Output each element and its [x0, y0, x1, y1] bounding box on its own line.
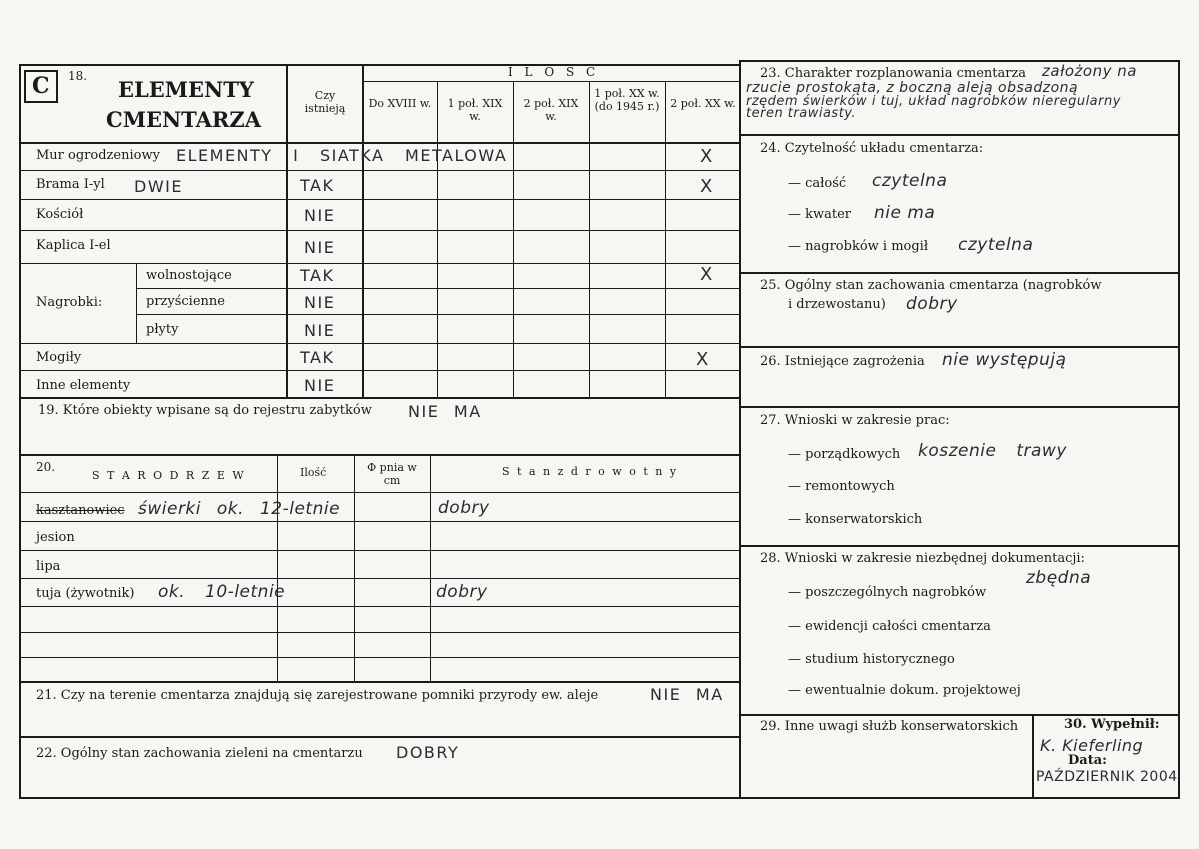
- q21-answer: NIE MA: [650, 685, 724, 704]
- row-label-plyty: płyty: [146, 322, 179, 337]
- tree-row4-stan: dobry: [436, 582, 488, 602]
- q27-remont: — remontowych: [788, 479, 895, 494]
- q26-label: 26. Istniejące zagrożenia: [760, 354, 925, 369]
- row-value-plyty: NIE: [304, 321, 336, 340]
- row-hand-mur: ELEMENTY I SIATKA METALOWA: [176, 146, 508, 165]
- q23-hand1: założony na: [1042, 62, 1137, 80]
- q25-label1: 25. Ogólny stan zachowania cmentarza (nagrobków: [760, 278, 1102, 293]
- trees-header: S T A R O D R Z E W: [92, 469, 246, 482]
- q30-label: 30. Wypełnił:: [1064, 717, 1160, 732]
- q23-hand4: teren trawiasty.: [746, 106, 857, 121]
- row-value-przyscienne: NIE: [304, 293, 336, 312]
- row-label-inne: Inne elementy: [36, 378, 131, 393]
- q24-kwater-answer: nie ma: [874, 203, 936, 223]
- section-number: 18.: [68, 69, 88, 83]
- header-ilosc: I L O Ś Ć: [508, 65, 600, 79]
- q24-nagrobkow: — nagrobków i mogił: [788, 239, 929, 254]
- q28-item3: — studium historycznego: [788, 652, 955, 667]
- q25-label2: i drzewostanu): [788, 297, 886, 312]
- q28-item1: — poszczególnych nagrobków: [788, 585, 987, 600]
- period-3: 2 poł. XIX w.: [523, 97, 579, 123]
- q21-label: 21. Czy na terenie cmentarza znajdują się zarejestrowane pomniki przyrody ew. aleje: [36, 688, 599, 703]
- trees-col-ilosc: Ilość: [300, 466, 327, 479]
- q27-label: 27. Wnioski w zakresie prac:: [760, 413, 950, 428]
- q25-answer: dobry: [906, 294, 958, 314]
- q30-date: PAŹDZIERNIK 2004: [1036, 769, 1178, 785]
- q29-label: 29. Inne uwagi służb konserwatorskich: [760, 719, 1019, 734]
- q23-hand2: rzucie prostokąta, z boczną aleją obsadzoną: [746, 80, 1079, 96]
- q26-answer: nie występują: [942, 350, 1067, 370]
- tree-row4: tuja (żywotnik): [36, 586, 135, 601]
- q22-answer: DOBRY: [396, 743, 460, 762]
- section-letter: C: [32, 73, 50, 99]
- row-label-kaplica: Kaplica I-el: [36, 238, 111, 253]
- header-czy-istnieja: Czy istnieją: [304, 89, 346, 115]
- tree-row4-hand: ok. 10-letnie: [158, 582, 286, 602]
- row-value-brama: TAK: [300, 176, 335, 195]
- q24-label: 24. Czytelność układu cmentarza:: [760, 141, 984, 156]
- tree-row1-stan: dobry: [438, 498, 490, 518]
- q24-calosc-answer: czytelna: [872, 171, 948, 191]
- mark-mogily: X: [696, 349, 709, 370]
- row-value-mogily: TAK: [300, 348, 335, 367]
- title-line2: CMENTARZA: [106, 107, 262, 132]
- q23-hand3: rzędem świerków i tuj, układ nagrobków nieregularny: [746, 94, 1121, 109]
- trees-col-stan: S t a n z d r o w o t n y: [502, 465, 679, 478]
- tree-row1-struck: kasztanowiec: [36, 503, 125, 518]
- q30-data-label: Data:: [1068, 753, 1107, 768]
- period-2: 1 poł. XIX w.: [447, 97, 503, 123]
- row-label-brama: Brama I-yl: [36, 177, 105, 192]
- q27-porz: — porządkowych: [788, 447, 901, 462]
- row-label-wolnostojace: wolnostojące: [146, 268, 232, 283]
- trees-col-pnia: Φ pnia w cm: [367, 461, 417, 487]
- title-line1: ELEMENTY: [118, 77, 254, 102]
- row-label-mogily: Mogiły: [36, 350, 82, 365]
- q27-porz-answer: koszenie trawy: [918, 441, 1067, 461]
- row-value-kaplica: NIE: [304, 238, 336, 257]
- period-4: 1 poł. XX w. (do 1945 r.): [594, 87, 660, 113]
- q28-label: 28. Wnioski w zakresie niezbędnej dokumentacji:: [760, 551, 1085, 566]
- q28-item4: — ewentualnie dokum. projektowej: [788, 683, 1021, 698]
- q23-label: 23. Charakter rozplanowania cmentarza: [760, 66, 1027, 81]
- q28-answer: zbędna: [1026, 568, 1092, 588]
- row-label-kosciol: Kościół: [36, 207, 84, 222]
- q24-kwater: — kwater: [788, 207, 852, 222]
- q19-label: 19. Które obiekty wpisane są do rejestru zabytków: [38, 403, 372, 418]
- period-1: Do XVIII w.: [368, 97, 432, 110]
- q22-label: 22. Ogólny stan zachowania zieleni na cmentarzu: [36, 746, 363, 761]
- row-label-mur: Mur ogrodzeniowy: [36, 148, 160, 163]
- row-value-kosciol: NIE: [304, 206, 336, 225]
- row-label-nagrobki: Nagrobki:: [36, 295, 103, 310]
- row-hand-brama: DWIE: [134, 177, 183, 196]
- mark-wolnostojace: X: [700, 264, 713, 285]
- tree-row1-hand: świerki ok. 12-letnie: [138, 499, 341, 519]
- mark-mur: X: [700, 146, 713, 167]
- tree-row3: lipa: [36, 559, 61, 574]
- q27-konserw: — konserwatorskich: [788, 512, 923, 527]
- period-5: 2 poł. XX w.: [670, 97, 736, 110]
- trees-number: 20.: [36, 460, 56, 474]
- q30-name: K. Kieferling: [1040, 736, 1144, 755]
- q28-item2: — ewidencji całości cmentarza: [788, 619, 991, 634]
- q24-calosc: — całość: [788, 176, 847, 191]
- row-label-przyscienne: przyścienne: [146, 294, 225, 309]
- row-value-wolnostojace: TAK: [300, 266, 335, 285]
- row-value-inne: NIE: [304, 376, 336, 395]
- q19-answer: NIE MA: [408, 402, 482, 421]
- mark-brama: X: [700, 176, 713, 197]
- tree-row2: jesion: [36, 530, 75, 545]
- q24-nagrobkow-answer: czytelna: [958, 235, 1034, 255]
